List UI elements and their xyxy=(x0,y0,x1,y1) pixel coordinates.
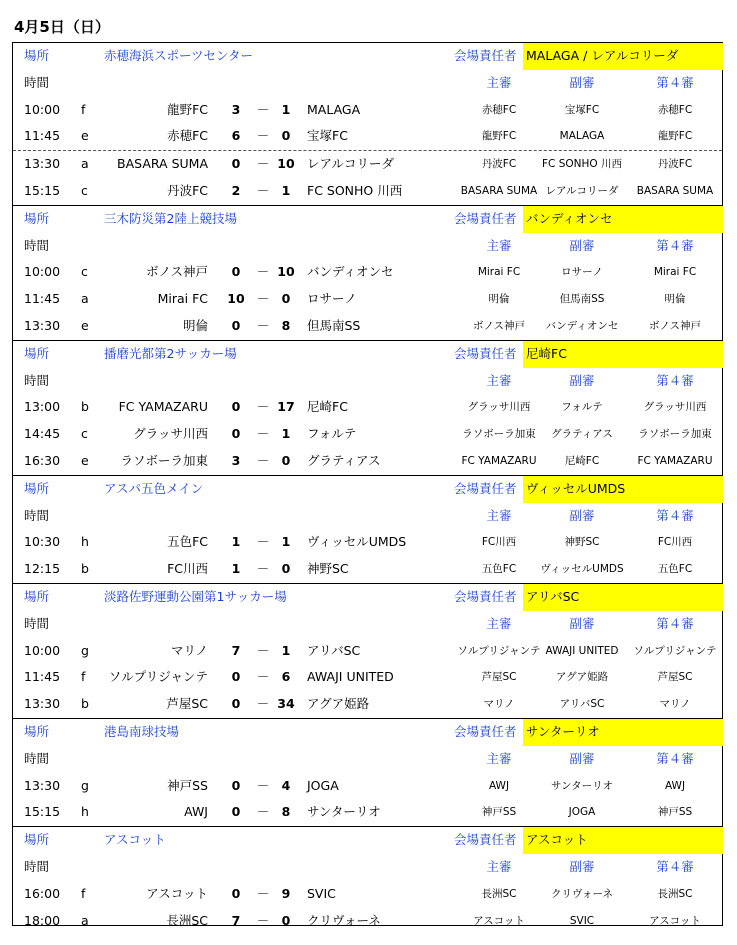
away-team: サンターリオ xyxy=(307,804,381,820)
time-label: 時間 xyxy=(24,74,50,90)
away-team: アリバSC xyxy=(307,642,361,658)
header-referee-sub: 副審 xyxy=(569,750,595,766)
home-score: 1 xyxy=(231,561,241,577)
home-team: FC YAMAZARU xyxy=(118,399,208,415)
venue-label: 場所 xyxy=(24,588,50,604)
away-score: 0 xyxy=(281,128,291,144)
header-referee-fourth: 第４審 xyxy=(656,372,694,388)
match-group: a xyxy=(81,912,89,928)
manager-label: 会場責任者 xyxy=(454,48,517,63)
time-label: 時間 xyxy=(24,237,50,253)
time-label: 時間 xyxy=(24,750,50,766)
away-team: 宝塚FC xyxy=(307,128,348,144)
referee-sub: フォルテ xyxy=(561,401,603,414)
home-score: 0 xyxy=(231,696,241,712)
venue-manager: MALAGA / レアルコリーダ xyxy=(523,43,723,70)
header-referee-sub: 副審 xyxy=(569,372,595,388)
time-label: 時間 xyxy=(24,507,50,523)
match-row xyxy=(13,638,722,665)
match-row xyxy=(13,881,722,908)
away-team: グラティアス xyxy=(307,452,381,468)
match-group: f xyxy=(81,885,86,901)
header-row xyxy=(13,746,722,773)
header-row xyxy=(13,854,722,881)
home-team: FC川西 xyxy=(167,561,208,577)
home-score: 7 xyxy=(231,642,241,658)
referee-main: ラソボーラ加東 xyxy=(462,428,536,441)
venue-manager: アスコット xyxy=(523,827,723,854)
home-team: Mirai FC xyxy=(157,291,208,307)
venue-row xyxy=(13,206,722,233)
score-dash: － xyxy=(256,804,270,820)
venue-row xyxy=(13,719,722,746)
match-row xyxy=(13,556,722,583)
venue-label: 場所 xyxy=(24,210,50,226)
home-score: 3 xyxy=(231,452,241,468)
referee-fourth: 赤穂FC xyxy=(657,103,693,116)
match-row xyxy=(13,799,722,826)
header-referee-fourth: 第４審 xyxy=(656,750,694,766)
referee-fourth: Mirai FC xyxy=(653,266,697,279)
referee-sub: レアルコリーダ xyxy=(545,184,619,197)
home-score: 0 xyxy=(231,669,241,685)
match-time: 15:15 xyxy=(24,804,61,820)
venue-name: 三木防災第2陸上競技場 xyxy=(104,210,237,226)
match-time: 10:00 xyxy=(24,264,61,280)
away-team: FC SONHO 川西 xyxy=(307,182,403,198)
match-time: 13:30 xyxy=(24,156,61,172)
time-label: 時間 xyxy=(24,615,50,631)
venue-manager: バンディオンセ xyxy=(523,206,723,233)
referee-main: アスコット xyxy=(473,914,525,927)
referee-sub: ヴィッセルUMDS xyxy=(540,563,624,576)
score-dash: － xyxy=(256,264,270,280)
home-score: 2 xyxy=(231,182,241,198)
referee-fourth: AWJ xyxy=(664,779,686,792)
home-team: AWJ xyxy=(184,804,208,820)
venue-block xyxy=(13,719,722,827)
referee-fourth: 芦屋SC xyxy=(657,671,693,684)
manager-label: 会場責任者 xyxy=(454,480,517,496)
header-referee-fourth: 第４審 xyxy=(656,237,694,253)
referee-main: 長洲SC xyxy=(481,887,517,900)
away-team: クリヴォーネ xyxy=(307,912,381,928)
match-row xyxy=(13,313,722,340)
referee-fourth: 神戸SS xyxy=(657,806,693,819)
referee-fourth: FC YAMAZARU xyxy=(637,454,713,467)
score-dash: － xyxy=(256,101,270,117)
match-group: c xyxy=(81,182,88,198)
score-dash: － xyxy=(256,317,270,333)
match-time: 12:15 xyxy=(24,561,61,577)
header-referee-main: 主審 xyxy=(486,237,512,253)
match-group: h xyxy=(81,804,89,820)
home-team: 長洲SC xyxy=(166,912,208,928)
away-team: MALAGA xyxy=(307,101,361,117)
score-dash: － xyxy=(256,669,270,685)
referee-sub: JOGA xyxy=(568,806,596,819)
venue-name: 播磨光都第2サッカー場 xyxy=(104,345,237,361)
away-team: AWAJI UNITED xyxy=(307,669,394,685)
match-group: b xyxy=(81,399,89,415)
header-referee-main: 主審 xyxy=(486,507,512,523)
home-score: 7 xyxy=(231,912,241,928)
header-referee-sub: 副審 xyxy=(569,858,595,874)
referee-main: ボノス神戸 xyxy=(472,319,526,332)
home-team: ボノス神戸 xyxy=(145,264,208,280)
referee-main: 丹波FC xyxy=(481,158,517,171)
away-team: JOGA xyxy=(307,777,339,793)
match-group: e xyxy=(81,128,89,144)
header-referee-main: 主審 xyxy=(486,858,512,874)
manager-label: 会場責任者 xyxy=(454,723,517,739)
referee-sub: FC SONHO 川西 xyxy=(542,158,622,171)
referee-main: 神戸SS xyxy=(481,806,517,819)
referee-sub: 宝塚FC xyxy=(564,103,600,116)
referee-main: FC川西 xyxy=(481,536,517,549)
match-time: 10:00 xyxy=(24,101,61,117)
away-score: 6 xyxy=(281,669,291,685)
venue-row xyxy=(13,827,722,854)
referee-sub: アリバSC xyxy=(559,698,605,711)
away-team: 但馬南SS xyxy=(307,317,361,333)
referee-main: 赤穂FC xyxy=(481,103,517,116)
match-row xyxy=(13,529,722,556)
referee-sub: アグア姫路 xyxy=(555,671,609,684)
match-time: 13:30 xyxy=(24,696,61,712)
venue-label: 場所 xyxy=(24,480,50,496)
match-time: 18:00 xyxy=(24,912,61,928)
home-team: ソルプリジャンテ xyxy=(108,669,208,685)
home-team: アスコット xyxy=(146,885,208,901)
header-row xyxy=(13,368,722,395)
match-row xyxy=(13,691,722,718)
header-row xyxy=(13,70,722,97)
referee-fourth: グラッサ川西 xyxy=(643,401,707,414)
match-time: 11:45 xyxy=(24,291,61,307)
referee-main: ソルプリジャンテ xyxy=(457,644,541,657)
referee-fourth: 長洲SC xyxy=(657,887,693,900)
header-referee-sub: 副審 xyxy=(569,237,595,253)
away-team: バンディオンセ xyxy=(307,264,394,280)
home-team: 丹波FC xyxy=(167,182,208,198)
venue-label: 場所 xyxy=(24,345,50,361)
match-row xyxy=(13,97,722,124)
header-referee-sub: 副審 xyxy=(569,74,595,90)
header-referee-sub: 副審 xyxy=(569,615,595,631)
manager-label: 会場責任者 xyxy=(454,345,517,361)
home-team: 龍野FC xyxy=(167,101,208,117)
referee-main: 五色FC xyxy=(481,563,517,576)
home-score: 0 xyxy=(231,264,241,280)
time-label: 時間 xyxy=(24,858,50,874)
away-score: 0 xyxy=(281,912,291,928)
home-team: 神戸SS xyxy=(167,777,208,793)
away-score: 1 xyxy=(281,426,291,442)
referee-fourth: ソルプリジャンテ xyxy=(633,644,717,657)
referee-fourth: 龍野FC xyxy=(657,130,693,143)
referee-sub: グラティアス xyxy=(551,428,613,441)
page-date: 4月5日（日） xyxy=(14,18,110,36)
home-team: 明倫 xyxy=(182,317,208,333)
venue-name: 赤穂海浜スポーツセンター xyxy=(104,48,254,63)
manager-label: 会場責任者 xyxy=(454,832,517,848)
venue-label: 場所 xyxy=(24,723,50,739)
home-score: 0 xyxy=(231,399,241,415)
referee-fourth: BASARA SUMA xyxy=(636,184,714,197)
match-time: 16:30 xyxy=(24,452,61,468)
venue-manager: 尼崎FC xyxy=(523,341,723,368)
header-referee-fourth: 第４審 xyxy=(656,74,694,90)
venue-name: アスコット xyxy=(104,832,166,848)
home-score: 0 xyxy=(231,885,241,901)
referee-fourth: 丹波FC xyxy=(657,158,693,171)
away-score: 1 xyxy=(281,101,291,117)
header-referee-fourth: 第４審 xyxy=(656,615,694,631)
away-team: ヴィッセルUMDS xyxy=(307,534,407,550)
referee-main: 芦屋SC xyxy=(481,671,517,684)
header-referee-fourth: 第４審 xyxy=(656,858,694,874)
venue-block xyxy=(13,206,722,341)
score-dash: － xyxy=(256,426,270,442)
venue-label: 場所 xyxy=(24,48,50,63)
venue-name: アスパ五色メイン xyxy=(104,480,204,496)
referee-sub: SVIC xyxy=(569,914,595,927)
score-dash: － xyxy=(256,399,270,415)
match-group: h xyxy=(81,534,89,550)
time-label: 時間 xyxy=(24,372,50,388)
match-row xyxy=(13,421,722,448)
match-group: f xyxy=(81,101,86,117)
match-time: 13:30 xyxy=(24,317,61,333)
match-time: 13:00 xyxy=(24,399,61,415)
header-referee-main: 主審 xyxy=(486,750,512,766)
match-time: 14:45 xyxy=(24,426,61,442)
score-dash: － xyxy=(256,291,270,307)
home-score: 6 xyxy=(231,128,241,144)
away-team: フォルテ xyxy=(307,426,357,442)
home-team: グラッサ川西 xyxy=(133,426,208,442)
referee-main: Mirai FC xyxy=(477,266,521,279)
venue-row xyxy=(13,584,722,611)
header-referee-main: 主審 xyxy=(486,74,512,90)
manager-label: 会場責任者 xyxy=(454,210,517,226)
away-score: 0 xyxy=(281,561,291,577)
venue-block xyxy=(13,43,722,206)
header-referee-fourth: 第４審 xyxy=(656,507,694,523)
away-score: 4 xyxy=(281,777,291,793)
match-group: g xyxy=(81,777,89,793)
match-group: e xyxy=(81,452,89,468)
home-team: BASARA SUMA xyxy=(117,156,208,172)
home-score: 0 xyxy=(231,426,241,442)
match-group: b xyxy=(81,561,89,577)
away-team: レアルコリーダ xyxy=(307,156,395,172)
away-score: 10 xyxy=(277,264,295,280)
referee-fourth: ボノス神戸 xyxy=(648,319,702,332)
header-row xyxy=(13,611,722,638)
match-row xyxy=(13,178,722,205)
score-dash: － xyxy=(256,182,270,198)
match-group: b xyxy=(81,696,89,712)
home-score: 1 xyxy=(231,534,241,550)
referee-fourth: FC川西 xyxy=(657,536,693,549)
away-score: 10 xyxy=(277,156,295,172)
referee-sub: クリヴォーネ xyxy=(550,887,614,900)
away-score: 1 xyxy=(281,182,291,198)
venue-block xyxy=(13,827,722,934)
away-team: SVIC xyxy=(307,885,336,901)
referee-fourth: マリノ xyxy=(659,698,691,711)
match-row xyxy=(13,908,722,935)
home-team: マリノ xyxy=(170,642,208,658)
match-row xyxy=(13,286,722,313)
match-group: a xyxy=(81,156,89,172)
match-row xyxy=(13,448,722,475)
away-score: 8 xyxy=(281,804,291,820)
referee-sub: 尼崎FC xyxy=(564,454,600,467)
away-team: アグア姫路 xyxy=(307,696,370,712)
away-score: 1 xyxy=(281,642,291,658)
referee-main: 明倫 xyxy=(488,293,510,306)
venue-manager: サンターリオ xyxy=(523,719,723,746)
referee-fourth: 五色FC xyxy=(657,563,693,576)
match-row xyxy=(13,150,722,178)
header-referee-main: 主審 xyxy=(486,615,512,631)
header-row xyxy=(13,233,722,260)
referee-sub: ロサーノ xyxy=(561,266,603,279)
home-team: 芦屋SC xyxy=(166,696,208,712)
away-score: 0 xyxy=(281,291,291,307)
venue-row xyxy=(13,43,722,70)
home-score: 10 xyxy=(227,291,245,307)
away-score: 34 xyxy=(277,696,295,712)
away-score: 0 xyxy=(281,452,291,468)
score-dash: － xyxy=(256,534,270,550)
match-group: c xyxy=(81,264,88,280)
referee-fourth: ラソボーラ加東 xyxy=(638,428,712,441)
venue-manager: アリバSC xyxy=(523,584,723,611)
referee-main: グラッサ川西 xyxy=(467,401,531,414)
match-time: 11:45 xyxy=(24,128,61,144)
referee-sub: MALAGA xyxy=(559,130,605,143)
score-dash: － xyxy=(256,156,270,172)
away-team: 尼崎FC xyxy=(307,399,348,415)
home-team: 五色FC xyxy=(167,534,208,550)
venue-row xyxy=(13,476,722,503)
match-row xyxy=(13,259,722,286)
match-row xyxy=(13,773,722,800)
match-group: g xyxy=(81,642,89,658)
score-dash: － xyxy=(256,642,270,658)
match-time: 16:00 xyxy=(24,885,61,901)
match-time: 10:30 xyxy=(24,534,61,550)
match-group: a xyxy=(81,291,89,307)
home-team: 赤穂FC xyxy=(167,128,208,144)
referee-main: AWJ xyxy=(488,779,510,792)
home-score: 3 xyxy=(231,101,241,117)
referee-main: FC YAMAZARU xyxy=(461,454,537,467)
venue-name: 港島南球技場 xyxy=(104,723,180,739)
away-score: 8 xyxy=(281,317,291,333)
referee-fourth: アスコット xyxy=(649,914,701,927)
referee-sub: AWAJI UNITED xyxy=(545,644,619,657)
match-row xyxy=(13,123,722,150)
referee-sub: バンディオンセ xyxy=(545,319,619,332)
match-time: 10:00 xyxy=(24,642,61,658)
venue-block xyxy=(13,584,722,719)
referee-main: 龍野FC xyxy=(481,130,517,143)
referee-sub: 但馬南SS xyxy=(559,293,605,306)
match-group: f xyxy=(81,669,86,685)
score-dash: － xyxy=(256,561,270,577)
away-score: 17 xyxy=(277,399,295,415)
referee-sub: 神野SC xyxy=(564,536,600,549)
venue-block xyxy=(13,476,722,584)
home-score: 0 xyxy=(231,777,241,793)
venue-block xyxy=(13,341,722,476)
schedule-table xyxy=(12,42,723,926)
header-referee-sub: 副審 xyxy=(569,507,595,523)
referee-main: マリノ xyxy=(483,698,515,711)
header-row xyxy=(13,503,722,530)
score-dash: － xyxy=(256,696,270,712)
venue-row xyxy=(13,341,722,368)
manager-label: 会場責任者 xyxy=(454,588,517,604)
score-dash: － xyxy=(256,912,270,928)
away-team: ロサーノ xyxy=(307,291,357,307)
match-time: 15:15 xyxy=(24,182,61,198)
score-dash: － xyxy=(256,128,270,144)
referee-fourth: 明倫 xyxy=(664,293,686,306)
home-score: 0 xyxy=(231,156,241,172)
venue-name: 淡路佐野運動公園第1サッカー場 xyxy=(104,588,287,604)
away-score: 1 xyxy=(281,534,291,550)
match-group: e xyxy=(81,317,89,333)
referee-sub: サンターリオ xyxy=(551,779,613,792)
match-time: 11:45 xyxy=(24,669,61,685)
away-score: 9 xyxy=(281,885,291,901)
match-row xyxy=(13,394,722,421)
home-team: ラソボーラ加東 xyxy=(120,452,208,468)
referee-main: BASARA SUMA xyxy=(460,184,538,197)
home-score: 0 xyxy=(231,804,241,820)
score-dash: － xyxy=(256,885,270,901)
away-team: 神野SC xyxy=(307,561,349,577)
match-group: c xyxy=(81,426,88,442)
venue-manager: ヴィッセルUMDS xyxy=(523,476,723,503)
home-score: 0 xyxy=(231,317,241,333)
match-time: 13:30 xyxy=(24,777,61,793)
header-referee-main: 主審 xyxy=(486,372,512,388)
match-row xyxy=(13,664,722,691)
score-dash: － xyxy=(256,452,270,468)
score-dash: － xyxy=(256,777,270,793)
venue-label: 場所 xyxy=(24,832,50,848)
